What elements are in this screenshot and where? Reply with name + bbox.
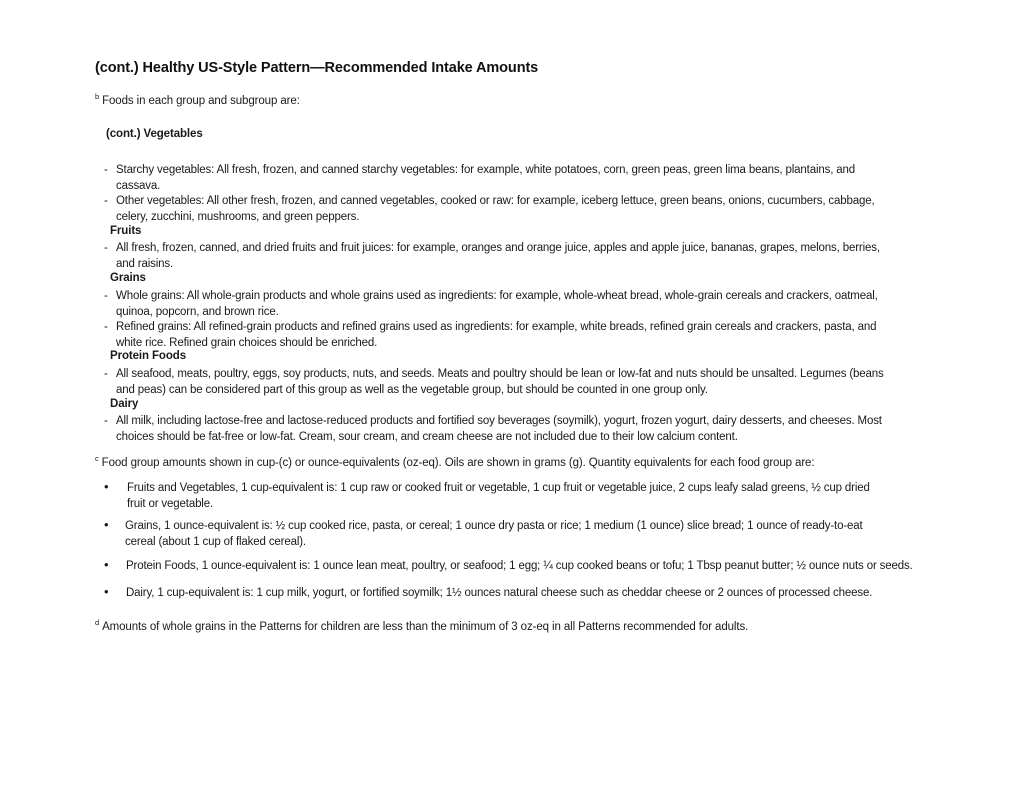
list-item-line: Refined grains: All refined-grain products and refined grains used as ingredients: for example, white breads, refined grain cereals and crackers, pasta, and <box>116 321 877 333</box>
heading-fruits: Fruits <box>110 225 142 237</box>
list-item-line: and peas) can be considered part of this group as well as the vegetable group, but should be counted in one group only. <box>116 384 708 396</box>
footnote-c-text: Food group amounts shown in cup-(c) or ounce-equivalents (oz-eq). Oils are shown in grams (g). Quantity equivalents for each food group are: <box>101 457 815 469</box>
list-item-line: Dairy, 1 cup-equivalent is: 1 cup milk, yogurt, or fortified soymilk; 1½ ounces natural cheese such as cheddar cheese or 2 ounces of processed cheese. <box>126 587 873 599</box>
heading-dairy: Dairy <box>110 398 139 410</box>
list-item-line: fruit or vegetable. <box>127 498 214 510</box>
list-item-line: celery, zucchini, mushrooms, and green peppers. <box>116 211 360 223</box>
footnote-marker-d: d <box>95 618 100 627</box>
dash-icon: - <box>104 290 108 302</box>
footnote-marker-c: c <box>95 454 99 463</box>
list-item-line: cereal (about 1 cup of flaked cereal). <box>125 536 306 548</box>
list-item-line: Starchy vegetables: All fresh, frozen, and canned starchy vegetables: for example, white potatoes, corn, green peas, green lima beans, plantains, and <box>116 164 856 176</box>
page-title: (cont.) Healthy US-Style Pattern—Recommended Intake Amounts <box>95 60 539 76</box>
footnote-d-text: Amounts of whole grains in the Patterns for children are less than the minimum of 3 oz-eq in all Patterns recommended for adults. <box>102 621 749 633</box>
subheading-vegetables: (cont.) Vegetables <box>106 128 203 140</box>
list-item-line: white rice. Refined grain choices should be enriched. <box>116 337 378 349</box>
bullet-icon: • <box>104 517 109 532</box>
list-item-line: Whole grains: All whole-grain products and whole grains used as ingredients: for example, whole-wheat bread, whole-grain cereals and crackers, oatmeal, <box>116 290 878 302</box>
list-item-line: cassava. <box>116 180 161 192</box>
heading-protein-foods: Protein Foods <box>110 350 187 362</box>
dash-icon: - <box>104 415 108 427</box>
footnote-d <box>95 618 749 633</box>
dash-icon: - <box>104 321 108 333</box>
bullet-icon: • <box>104 557 109 572</box>
list-item-line: All milk, including lactose-free and lactose-reduced products and fortified soy beverages (soymilk), yogurt, frozen yogurt, dairy desserts, and cheeses. Most <box>116 415 882 427</box>
list-item-line: Grains, 1 ounce-equivalent is: ½ cup cooked rice, pasta, or cereal; 1 ounce dry pasta or rice; 1 medium (1 ounce) slice bread; 1 ounce of ready-to-eat <box>125 520 863 532</box>
footnote-marker-b: b <box>95 92 100 101</box>
list-item-line: and raisins. <box>116 258 174 270</box>
bullet-icon: • <box>104 479 109 494</box>
list-item-line: Fruits and Vegetables, 1 cup-equivalent is: 1 cup raw or cooked fruit or vegetable, 1 cup fruit or vegetable juice, 2 cups leafy salad greens, ½ cup dried <box>127 482 870 494</box>
footnote-c <box>95 454 815 469</box>
dash-icon: - <box>104 164 108 176</box>
footnote-b-text: Foods in each group and subgroup are: <box>102 95 300 107</box>
list-item-line: All seafood, meats, poultry, eggs, soy products, nuts, and seeds. Meats and poultry should be lean or low-fat and nuts should be unsalted. Legumes (beans <box>116 368 884 380</box>
list-item-line: choices should be fat-free or low-fat. Cream, sour cream, and cream cheese are not included due to their low calcium content. <box>116 431 738 443</box>
dash-icon: - <box>104 368 108 380</box>
dash-icon: - <box>104 195 108 207</box>
list-item-line: All fresh, frozen, canned, and dried fruits and fruit juices: for example, oranges and orange juice, apples and apple juice, bananas, grapes, melons, berries, <box>116 242 880 254</box>
bullet-icon: • <box>104 584 109 599</box>
list-item-line: Other vegetables: All other fresh, frozen, and canned vegetables, cooked or raw: for example, iceberg lettuce, green beans, onions, cucumbers, cabbage, <box>116 195 875 207</box>
footnote-b <box>95 92 300 107</box>
list-item-line: Protein Foods, 1 ounce-equivalent is: 1 ounce lean meat, poultry, or seafood; 1 egg; ¼ cup cooked beans or tofu; 1 Tbsp peanut butter; ½ ounce nuts or seeds. <box>126 560 913 572</box>
dash-icon: - <box>104 242 108 254</box>
heading-grains: Grains <box>110 272 146 284</box>
list-item-line: quinoa, popcorn, and brown rice. <box>116 306 279 318</box>
